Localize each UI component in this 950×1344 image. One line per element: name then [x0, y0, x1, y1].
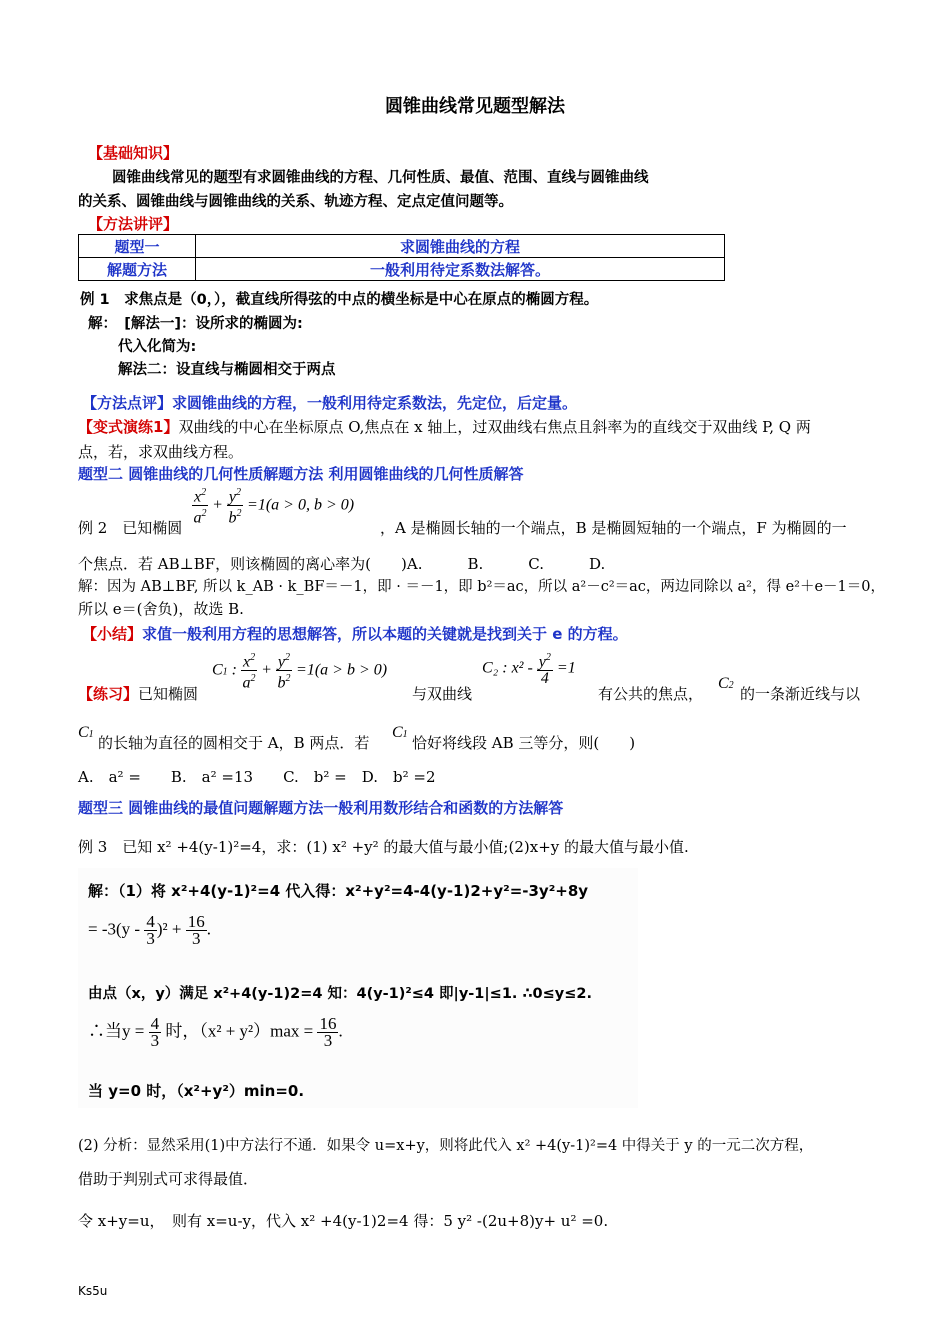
solution-frac2-num: 16 — [187, 912, 205, 931]
practice-c2-head: C₂ : x² - — [482, 659, 533, 677]
footer-mark: Ks5u — [78, 1284, 108, 1298]
example1-method2: 解法二：设直线与椭圆相交于两点 — [118, 362, 336, 378]
practice-c2-formula: C₂ : x² - $\frac{y^2}{4}$ =1 — [482, 652, 576, 688]
example1-solution: 解： [解法一]：设所求的椭圆为: — [88, 316, 303, 332]
example2-line3: 解：因为 AB⊥BF, 所以 k_AB · k_BF＝－1，即 · ＝－1，即 b²＝ac，所以 a²－c²＝ac，两边同除以 a²，得 e²＋e－1＝0， — [78, 579, 886, 595]
example2-ellipse-formula: $\frac{x^2}{a^2}$ + $\frac{y^2}{b^2}$ =1(a > 0, b > 0) — [193, 487, 355, 527]
summary — [82, 623, 628, 644]
method-comment — [82, 392, 577, 413]
solution-line4a: ∴当y = — [88, 1021, 145, 1041]
practice-c1-symbol-a: C1 — [78, 724, 94, 741]
example2-after: ，A 是椭圆长轴的一个端点，B 是椭圆短轴的一个端点，F 为椭圆的一 — [380, 519, 847, 537]
method-label: 【方法讲评】 — [88, 215, 179, 233]
practice-label: 【练习】 — [78, 685, 139, 703]
type3-heading: 题型三 圆锥曲线的最值问题解题方法一般利用数形结合和函数的方法解答 — [78, 799, 564, 817]
solution-line4b: 时，（x² + y²）max = — [165, 1021, 314, 1041]
solution-line4: ∴当y = $\frac{4}{3}$ 时，（x² + y²）max = $\frac{16}{3}$ . — [88, 1014, 343, 1050]
variant1-text: 双曲线的中心在坐标原点 O,焦点在 x 轴上，过双曲线右焦点且斜率为的直线交于双曲线 P, Q 两 — [178, 418, 811, 436]
example1-question: 例 1 求焦点是（0，），截直线所得弦的中点的横坐标是中心在原点的椭圆方程。 — [80, 292, 599, 308]
summary-text: 求值一般利用方程的思想解答，所以本题的关键就是找到关于 e 的方程。 — [142, 625, 628, 643]
method-row — [79, 258, 725, 281]
summary-label: 【小结】 — [82, 625, 143, 643]
basic-knowledge-line1: 圆锥曲线常见的题型有求圆锥曲线的方程、几何性质、最值、范围、直线与圆锥曲线 — [112, 170, 649, 186]
basic-knowledge-line2: 的关系、圆锥曲线与圆锥曲线的关系、轨迹方程、定点定值问题等。 — [78, 194, 513, 210]
solution-frac1-den: 3 — [146, 929, 155, 948]
solution-line5: 当 y=0 时，（x²+y²）min=0. — [88, 1082, 305, 1100]
practice-c1-symbol-b: C1 — [392, 724, 408, 741]
method-cell-label: 解题方法 — [79, 258, 196, 281]
basic-knowledge-label: 【基础知识】 — [88, 144, 179, 162]
practice-intro — [78, 683, 198, 704]
practice-c1-tail: =1(a > b > 0) — [296, 661, 388, 679]
practice-line2a: 的长轴为直径的圆相交于 A，B 两点．若 — [98, 734, 370, 752]
example2-formula-tail: =1(a > 0, b > 0) — [247, 496, 355, 514]
method-cell-value: 一般利用待定系数法解答。 — [196, 258, 725, 281]
variant1-label: 【变式演练1】 — [78, 418, 179, 436]
type-row — [79, 235, 725, 258]
solution-frac1-num: 4 — [146, 912, 155, 931]
example1-substitute: 代入化简为: — [118, 339, 197, 355]
type-cell-label: 题型一 — [79, 235, 196, 258]
solution-line2a: = -3(y - — [88, 919, 141, 939]
solution-box — [78, 868, 638, 1108]
example2-line2: 个焦点．若 AB⊥BF，则该椭圆的离心率为( )A. B. C. D. — [78, 555, 606, 573]
solution-line2: = -3(y - $\frac{4}{3}$ )² + $\frac{16}{3}$ . — [88, 912, 211, 948]
practice-c1-formula: C1 : $\frac{x^2}{a^2}$ + $\frac{y^2}{b^2}$ =1(a > b > 0) — [212, 652, 388, 692]
example2-line4: 所以 e＝(舍负)，故选 B. — [78, 600, 244, 618]
part2-line1: (2) 分析：显然采用(1)中方法行不通．如果令 u=x+y，则将此代入 x² +4(y-1)²=4 中得关于 y 的一元二次方程， — [78, 1138, 814, 1154]
example2-prefix: 例 2 已知椭圆 — [78, 519, 183, 537]
variant1-line2: 点，若，求双曲线方程。 — [78, 443, 244, 461]
solution-frac2-den: 3 — [191, 929, 201, 948]
practice-text2: 与双曲线 — [412, 685, 473, 703]
page-title: 圆锥曲线常见题型解法 — [385, 96, 565, 117]
solution-line3: 由点（x，y）满足 x²+4(y-1)2=4 知：4(y-1)²≤4 即|y-1|≤1. ∴0≤y≤2. — [88, 986, 592, 1002]
type-table — [78, 234, 725, 281]
solution-line2b: )² + — [156, 919, 182, 939]
method-comment-text: 求圆锥曲线的方程，一般利用待定系数法，先定位，后定量。 — [172, 394, 578, 412]
variant1-line1 — [78, 416, 811, 437]
practice-line2b: 恰好将线段 AB 三等分，则( ) — [412, 734, 636, 752]
type2-heading: 题型二 圆锥曲线的几何性质解题方法 利用圆锥曲线的几何性质解答 — [78, 465, 524, 483]
practice-text3: 有公共的焦点， — [598, 685, 704, 703]
practice-c2-symbol: C2 — [718, 675, 734, 692]
part2-line2: 借助于判别式可求得最值． — [78, 1170, 259, 1188]
practice-options: A. a² = B. a² =13 C. b² = D. b² =2 — [78, 768, 436, 786]
type-cell-value: 求圆锥曲线的方程 — [196, 235, 725, 258]
practice-text4: 的一条渐近线与以 — [740, 685, 861, 703]
solution-line1: 解：（1）将 x²+4(y-1)²=4 代入得：x²+y²=4-4(y-1)2+y²=-3y²+8y — [88, 882, 589, 900]
practice-c2-tail: =1 — [556, 659, 576, 677]
example3-question: 例 3 已知 x² +4(y-1)²=4，求：(1) x² +y² 的最大值与最小值;(2)x+y 的最大值与最小值. — [78, 838, 689, 856]
practice-text1: 已知椭圆 — [138, 685, 199, 703]
part2-line3: 令 x+y=u， 则有 x=u-y，代入 x² +4(y-1)2=4 得：5 y² -(2u+8)y+ u² =0. — [78, 1212, 609, 1230]
method-comment-label: 【方法点评】 — [82, 394, 173, 412]
